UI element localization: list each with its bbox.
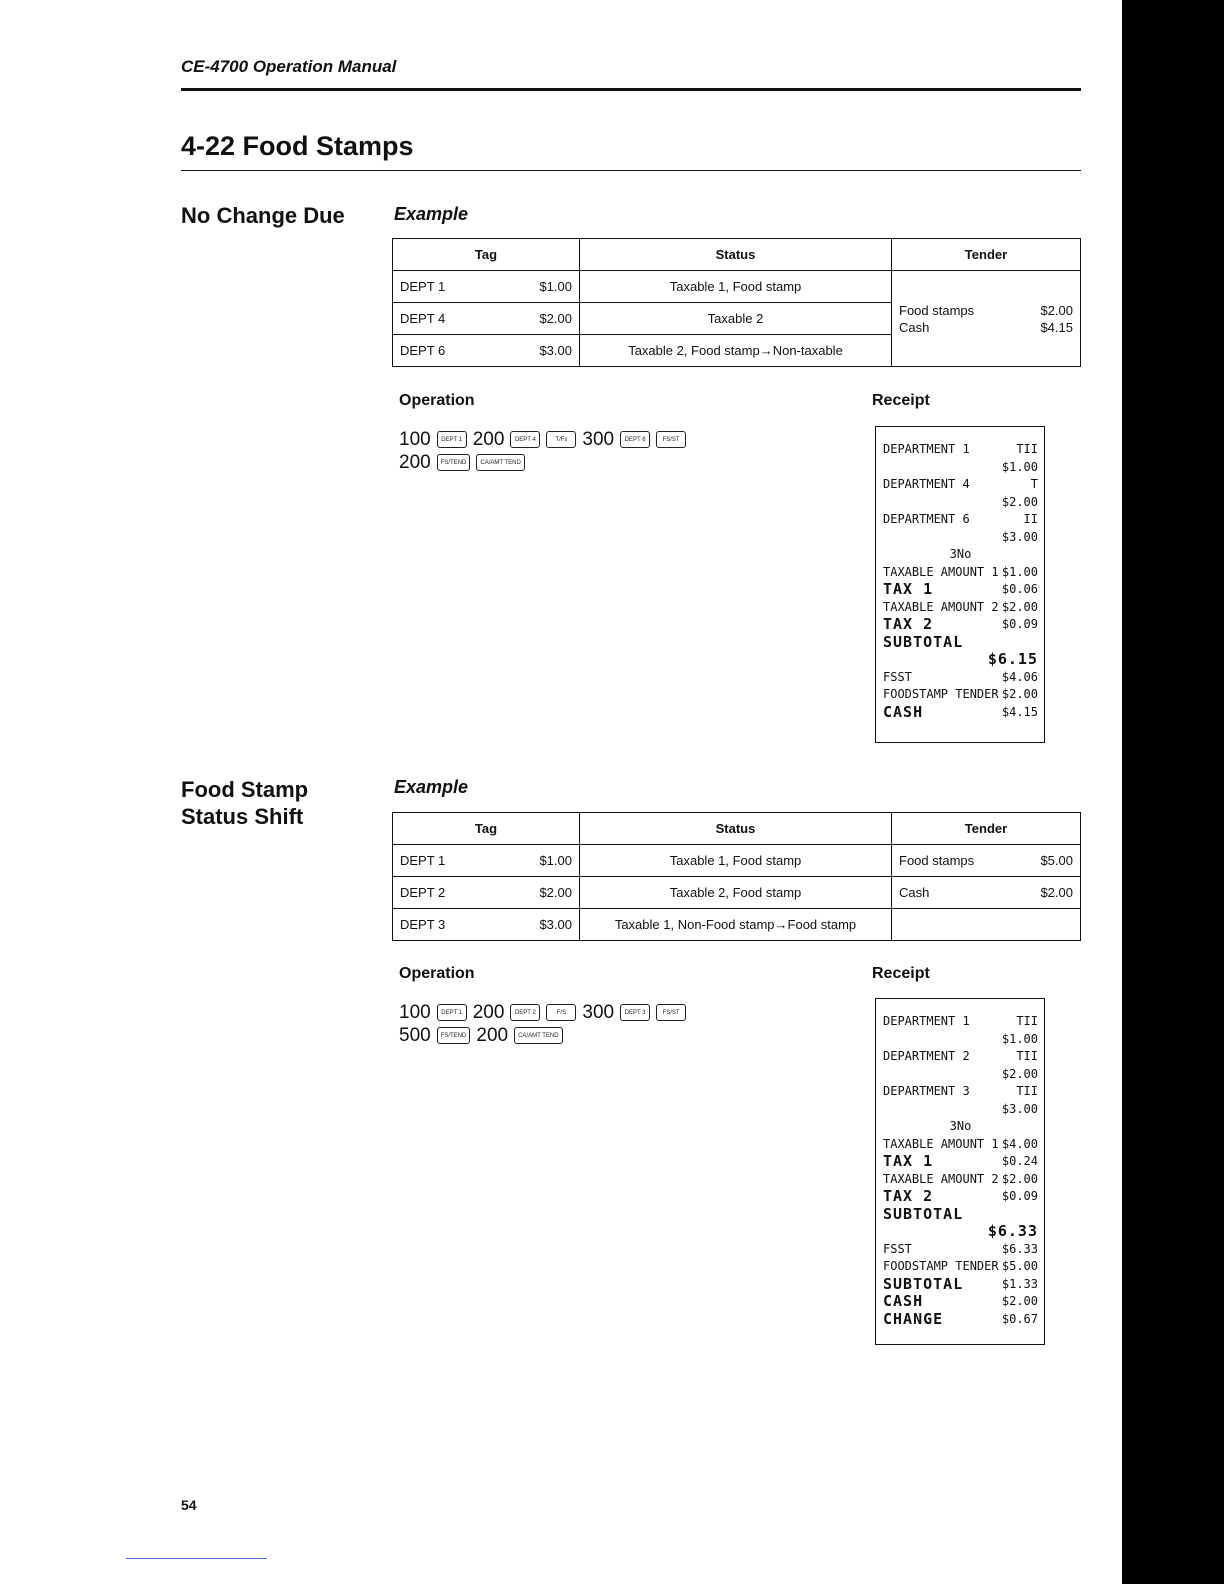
receipt-label: FOODSTAMP TENDER	[883, 1259, 999, 1273]
dept-cell: DEPT 2	[393, 877, 513, 909]
fs-shift-key: F/S	[546, 1004, 576, 1021]
example2-heading-line: Status Shift	[181, 804, 304, 829]
tender-cell	[892, 271, 1081, 367]
tender-line	[899, 302, 1073, 319]
example1-table	[392, 238, 1081, 367]
receipt-line	[883, 1311, 1038, 1329]
receipt-amount: $0.67	[1001, 1311, 1038, 1326]
example1-operation-label: Operation	[399, 392, 475, 409]
receipt-count: 3No	[949, 547, 972, 561]
receipt-label: FOODSTAMP TENDER	[883, 687, 999, 701]
amount-cell: $1.00	[513, 845, 580, 877]
tender-cell	[892, 909, 1081, 941]
receipt-amount: $0.09	[1001, 617, 1038, 631]
tender-amount: $4.15	[1040, 319, 1073, 335]
receipt-label: FSST	[883, 1241, 912, 1256]
receipt-amount: $0.06	[1001, 582, 1038, 596]
receipt-count: 3No	[949, 1119, 972, 1133]
receipt-subtotal: $6.33	[987, 1222, 1038, 1240]
scan-edge	[1122, 0, 1224, 1584]
receipt-line	[883, 581, 1038, 599]
receipt-label: SUBTOTAL	[883, 1274, 964, 1293]
receipt-label: TAX 2	[883, 615, 934, 633]
table-header-row	[393, 813, 1081, 845]
receipt-line	[883, 616, 1038, 634]
entry-number: 300	[582, 1002, 615, 1023]
receipt-amount: $0.09	[1001, 1189, 1038, 1203]
table-row	[393, 877, 1081, 909]
dept-cell: DEPT 1	[393, 271, 513, 303]
receipt-label: DEPARTMENT 2	[883, 1049, 970, 1063]
dept-key: DEPT 6	[620, 431, 650, 448]
receipt-line	[883, 1206, 1038, 1224]
header-status: Status	[580, 239, 892, 271]
cash-tend-key: CA/AMT TEND	[514, 1027, 562, 1044]
receipt-label: TAXABLE AMOUNT 2	[883, 599, 999, 614]
dept-key: DEPT 4	[510, 431, 540, 448]
table-row	[393, 909, 1081, 941]
dept-cell: DEPT 4	[393, 303, 513, 335]
receipt-amount: $3.00	[1001, 529, 1038, 544]
entry-number: 200	[476, 1025, 509, 1046]
receipt-label: DEPARTMENT 4	[883, 477, 970, 491]
manual-title: CE-4700 Operation Manual	[181, 57, 397, 76]
receipt-amount: $2.00	[1001, 1171, 1038, 1186]
table-row	[393, 271, 1081, 303]
tender-label: Food stamps	[899, 302, 975, 318]
fs-tend-key: FS/TEND	[437, 1027, 471, 1044]
receipt-flag: TII	[1016, 1014, 1038, 1028]
amount-cell: $1.00	[513, 271, 580, 303]
header-tag: Tag	[393, 239, 580, 271]
receipt-label: SUBTOTAL	[883, 632, 964, 651]
example2-operation-label: Operation	[399, 965, 475, 982]
example1-label: Example	[394, 204, 469, 224]
receipt-flag: II	[1023, 512, 1038, 526]
receipt-label: DEPARTMENT 6	[883, 512, 970, 526]
dept-cell: DEPT 6	[393, 335, 513, 367]
entry-number: 200	[399, 452, 431, 473]
tender-cell	[892, 845, 1081, 877]
receipt-line	[883, 1188, 1038, 1206]
header-tender: Tender	[892, 239, 1081, 271]
operation-line	[399, 451, 686, 474]
receipt-label: CASH	[883, 702, 924, 721]
header-tag: Tag	[393, 813, 580, 845]
receipt-amount: $5.00	[1001, 1259, 1038, 1273]
footer-link-line	[126, 1558, 267, 1559]
example2-label: Example	[394, 777, 469, 797]
receipt-line	[883, 564, 1038, 582]
example1-operation-sequence	[399, 428, 686, 474]
receipt-label: TAX 1	[883, 580, 934, 598]
example1-receipt	[875, 426, 1045, 743]
receipt-label: CASH	[883, 1292, 924, 1310]
receipt-label: DEPARTMENT 1	[883, 1014, 970, 1028]
dept-key: DEPT 1	[437, 431, 467, 448]
receipt-label: DEPARTMENT 3	[883, 1084, 970, 1098]
operation-line	[399, 428, 686, 451]
receipt-amount: $4.06	[1001, 669, 1038, 684]
example2-receipt-label: Receipt	[872, 965, 930, 982]
tender-line	[899, 884, 1073, 901]
receipt-label: TAXABLE AMOUNT 2	[883, 1171, 999, 1186]
cash-tend-key: CA/AMT TEND	[476, 454, 524, 471]
fs-subtotal-key: FS/ST	[656, 1004, 686, 1021]
entry-number: 200	[472, 429, 505, 450]
example2-heading	[181, 776, 308, 830]
fs-subtotal-key: FS/ST	[656, 431, 686, 448]
receipt-flag: TII	[1016, 442, 1038, 456]
receipt-amount: $2.00	[1001, 687, 1038, 701]
receipt-label: DEPARTMENT 1	[883, 442, 970, 456]
operation-line	[399, 1001, 686, 1024]
receipt-line	[883, 1153, 1038, 1171]
tender-label: Cash	[899, 319, 930, 335]
receipt-line	[883, 1013, 1038, 1031]
entry-number: 100	[399, 1002, 431, 1023]
dept-key: DEPT 2	[510, 1004, 540, 1021]
receipt-label: TAXABLE AMOUNT 1	[883, 564, 999, 579]
dept-key: DEPT 1	[437, 1004, 467, 1021]
receipt-label: TAXABLE AMOUNT 1	[883, 1136, 999, 1151]
fs-tend-key: FS/TEND	[437, 454, 471, 471]
receipt-amount: $6.33	[1001, 1241, 1038, 1256]
example2-operation-sequence	[399, 1001, 686, 1047]
receipt-line	[883, 441, 1038, 459]
section-rule	[181, 170, 1081, 171]
receipt-label: FSST	[883, 669, 912, 684]
section-title: 4-22 Food Stamps	[181, 131, 414, 161]
receipt-flag: TII	[1016, 1084, 1038, 1098]
amount-cell: $2.00	[513, 877, 580, 909]
receipt-amount: $0.24	[1001, 1154, 1038, 1168]
receipt-line	[883, 1241, 1038, 1259]
receipt-line	[883, 511, 1038, 529]
receipt-line	[883, 1276, 1038, 1294]
status-cell: Taxable 1, Food stamp	[580, 271, 892, 303]
receipt-amount: $2.00	[1001, 599, 1038, 614]
receipt-line	[883, 1136, 1038, 1154]
receipt-amount: $2.00	[1001, 1294, 1038, 1308]
entry-number: 500	[399, 1025, 431, 1046]
page-number: 54	[181, 1497, 197, 1513]
receipt-subtotal: $6.15	[987, 650, 1038, 668]
tender-amount: $2.00	[1040, 885, 1073, 900]
example1-heading: No Change Due	[181, 203, 345, 228]
receipt-flag: TII	[1016, 1049, 1038, 1063]
status-cell: Taxable 1, Non-Food stamp→Food stamp	[580, 909, 892, 941]
dept-key: DEPT 3	[620, 1004, 650, 1021]
receipt-label: CHANGE	[883, 1309, 944, 1328]
status-cell: Taxable 2, Food stamp	[580, 877, 892, 909]
example2-heading-line: Food Stamp	[181, 777, 309, 802]
tender-amount: $2.00	[1040, 302, 1073, 318]
tender-label: Food stamps	[899, 853, 975, 868]
amount-cell: $2.00	[513, 303, 580, 335]
entry-number: 200	[472, 1002, 505, 1023]
receipt-amount: $1.00	[1001, 1031, 1038, 1046]
header-status: Status	[580, 813, 892, 845]
dept-cell: DEPT 3	[393, 909, 513, 941]
tax-shift-key: T/Fs	[546, 431, 576, 448]
amount-cell: $3.00	[513, 335, 580, 367]
receipt-line	[883, 686, 1038, 704]
receipt-line	[883, 669, 1038, 687]
receipt-line	[883, 1258, 1038, 1276]
receipt-line	[883, 476, 1038, 494]
receipt-line	[883, 704, 1038, 722]
receipt-amount: $1.00	[1001, 564, 1038, 579]
entry-number: 100	[399, 429, 431, 450]
receipt-label: SUBTOTAL	[883, 1204, 964, 1223]
receipt-label: TAX 2	[883, 1187, 934, 1205]
header-rule	[181, 88, 1081, 91]
operation-line	[399, 1024, 686, 1047]
receipt-amount: $2.00	[1001, 494, 1038, 509]
receipt-label: TAX 1	[883, 1152, 934, 1170]
receipt-line	[883, 634, 1038, 652]
receipt-amount: $4.00	[1001, 1136, 1038, 1151]
receipt-amount: $1.33	[1001, 1276, 1038, 1291]
status-cell: Taxable 2	[580, 303, 892, 335]
table-header-row	[393, 239, 1081, 271]
amount-cell: $3.00	[513, 909, 580, 941]
status-cell: Taxable 2, Food stamp→Non-taxable	[580, 335, 892, 367]
receipt-line	[883, 1293, 1038, 1311]
tender-line	[899, 319, 1073, 336]
receipt-line	[883, 1171, 1038, 1189]
receipt-line	[883, 599, 1038, 617]
status-cell: Taxable 1, Food stamp	[580, 845, 892, 877]
receipt-amount: $4.15	[1001, 704, 1038, 719]
receipt-flag: T	[1030, 477, 1038, 491]
receipt-amount: $2.00	[1001, 1066, 1038, 1081]
example1-receipt-label: Receipt	[872, 392, 930, 409]
tender-amount: $5.00	[1040, 853, 1073, 868]
table-row	[393, 845, 1081, 877]
example2-receipt	[875, 998, 1045, 1345]
receipt-amount: $1.00	[1001, 459, 1038, 474]
header-tender: Tender	[892, 813, 1081, 845]
example2-table	[392, 812, 1081, 941]
receipt-line	[883, 1048, 1038, 1066]
dept-cell: DEPT 1	[393, 845, 513, 877]
receipt-amount: $3.00	[1001, 1101, 1038, 1116]
tender-cell	[892, 877, 1081, 909]
tender-label: Cash	[899, 885, 930, 900]
tender-line	[899, 852, 1073, 869]
receipt-line	[883, 1083, 1038, 1101]
entry-number: 300	[582, 429, 615, 450]
